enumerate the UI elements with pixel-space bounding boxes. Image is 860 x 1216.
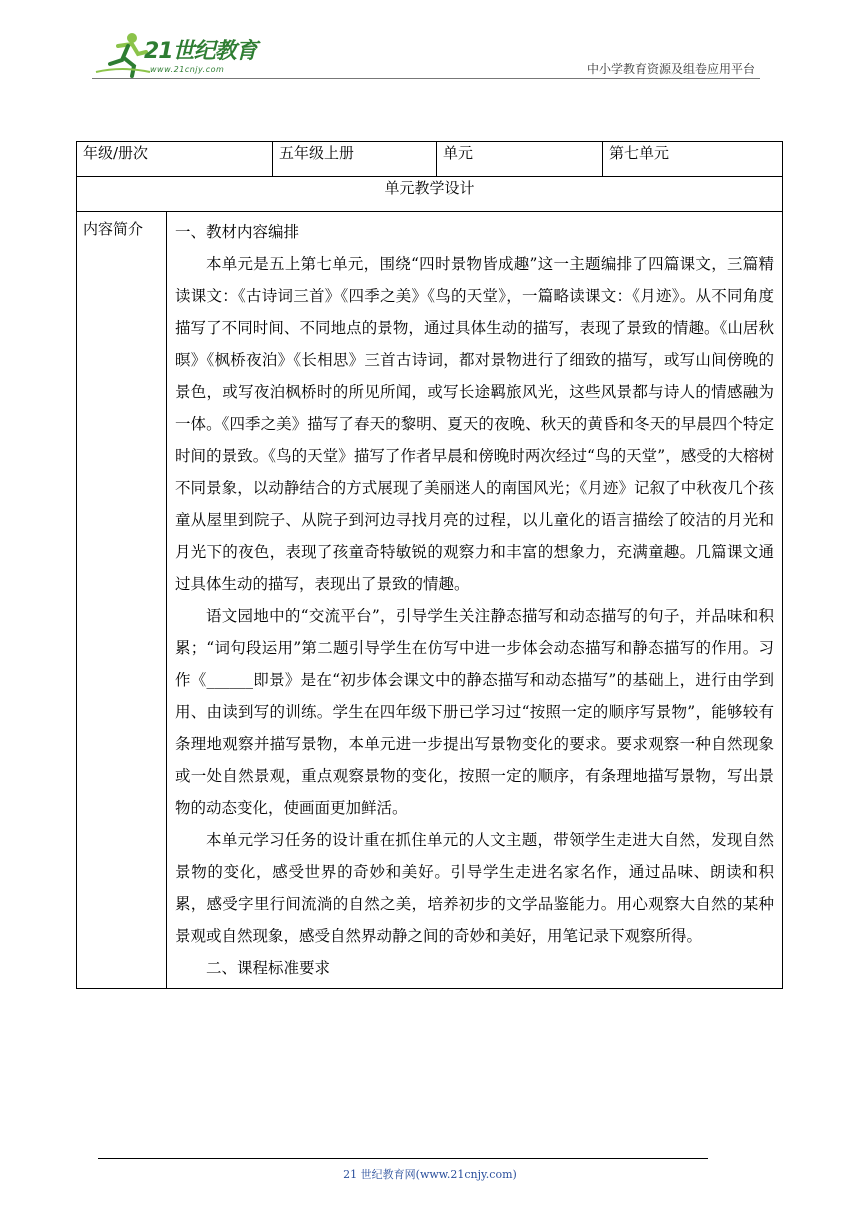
logo-subtext: www.21cnjy.com	[150, 65, 225, 74]
paragraph: 本单元是五上第七单元，围绕“四时景物皆成趣”这一主题编排了四篇课文，三篇精读课文：《古诗词三首》《四季之美》《鸟的天堂》，一篇略读课文：《月迹》。从不同角度描写了不同时间、不同地点的景物，通过具体生动的描写，表现了景致的情趣。《山居秋暝》《枫桥夜泊》《长相思》三首古诗词，都对景物进行了细致的描写，或写山间傍晚的景色，或写夜泊枫桥时的所见所闻，或写长途羁旅风光，这些风景都与诗人的情感融为一体。《四季之美》描写了春天的黎明、夏天的夜晚、秋天的黄昏和冬天的早晨四个特定时间的景致。《鸟的天堂》描写了作者早晨和傍晚时两次经过“鸟的天堂”，感受的大榕树不同景象，以动静结合的方式展现了美丽迷人的南国风光；《月迹》记叙了中秋夜几个孩童从屋里到院子、从院子到河边寻找月亮的过程，以儿童化的语言描绘了皎洁的月光和月光下的夜色，表现了孩童奇特敏锐的观察力和丰富的想象力，充满童趣。几篇课文通过具体生动的描写，表现出了景致的情趣。	[175, 255, 774, 593]
logo	[92, 30, 262, 78]
unit-label-cell: 单元	[437, 142, 603, 177]
section-heading: 二、课程标准要求	[206, 959, 331, 977]
design-title-cell: 单元教学设计	[77, 177, 783, 212]
unit-value-cell: 第七单元	[603, 142, 783, 177]
table-row	[77, 212, 783, 989]
footer-divider	[98, 1158, 708, 1159]
grade-label-cell: 年级/册次	[77, 142, 273, 177]
unit-design-table	[76, 141, 783, 989]
runner-logo-icon	[92, 30, 152, 78]
content-label-cell: 内容简介	[77, 212, 167, 989]
table-row	[77, 142, 783, 177]
grade-value-cell: 五年级上册	[273, 142, 437, 177]
footer-text: 21 世纪教育网(www.21cnjy.com)	[343, 1168, 517, 1181]
content-cell	[167, 212, 783, 989]
paragraph: 语文园地中的“交流平台”，引导学生关注静态描写和动态描写的句子，并品味和积累；“词句段运用”第二题引导学生在仿写中进一步体会动态描写和静态描写的作用。习作《______即景》是在“初步体会课文中的静态描写和动态描写”的基础上，进行由学到用、由读到写的训练。学生在四年级下册已学习过“按照一定的顺序写景物”，能够较有条理地观察并描写景物，本单元进一步提出写景物变化的要求。要求观察一种自然现象或一处自然景观，重点观察景物的变化，按照一定的顺序，有条理地描写景物，写出景物的动态变化，使画面更加鲜活。	[175, 607, 774, 817]
section-heading: 一、教材内容编排	[175, 223, 300, 241]
header-platform-text: 中小学教育资源及组卷应用平台	[586, 62, 755, 76]
paragraph: 本单元学习任务的设计重在抓住单元的人文主题，带领学生走进大自然，发现自然景物的变化，感受世界的奇妙和美好。引导学生走进名家名作，通过品味、朗读和积累，感受字里行间流淌的自然之美，培养初步的文学品鉴能力。用心观察大自然的某种景观或自然现象，感受自然界动静之间的奇妙和美好，用笔记录下观察所得。	[175, 831, 774, 945]
logo-text: 21世纪教育	[144, 39, 257, 64]
header-divider	[92, 78, 760, 79]
page-header	[0, 0, 860, 90]
table-row	[77, 177, 783, 212]
